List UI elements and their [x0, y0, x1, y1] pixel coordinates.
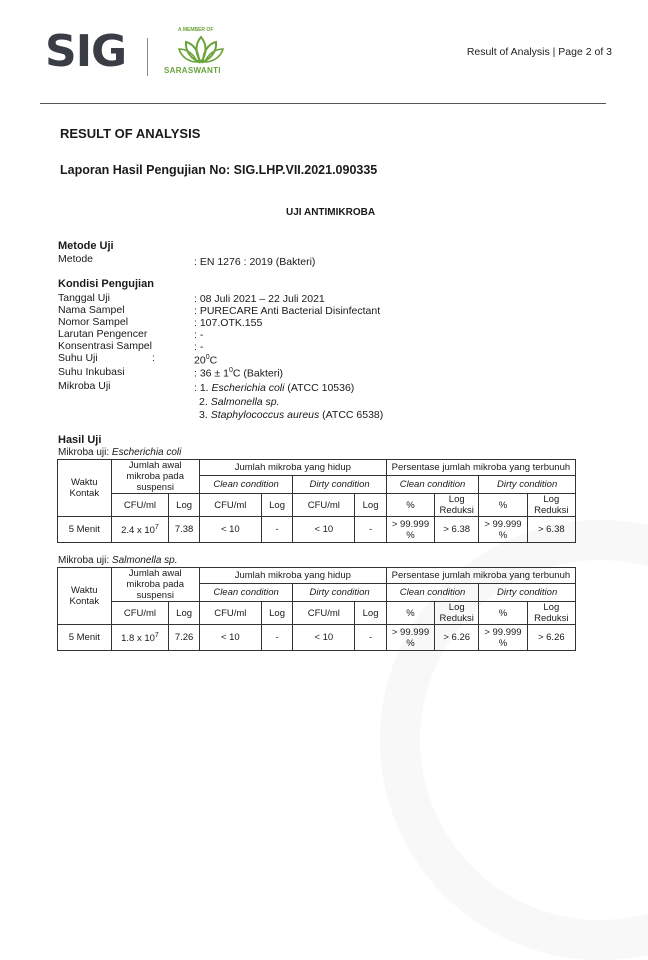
- col-log-reduksi: Log Reduksi: [435, 602, 479, 625]
- col-log: Log: [355, 494, 387, 517]
- col-log-reduksi: Log Reduksi: [527, 494, 575, 517]
- kondisi-heading: Kondisi Pengujian: [58, 278, 154, 290]
- cell-dirty-log: -: [355, 625, 387, 651]
- sig-logo: SIG: [45, 26, 127, 77]
- cell-clean-logred: > 6.38: [435, 517, 479, 543]
- col-dirty-condition: Dirty condition: [479, 475, 576, 493]
- col-jumlah-awal: Jumlah awal mikroba pada suspensi: [111, 568, 199, 602]
- col-dirty-condition: Dirty condition: [479, 584, 576, 602]
- logo-divider: [147, 38, 148, 76]
- cell-clean-log: -: [261, 517, 293, 543]
- cell-clean-pct: > 99.999 %: [386, 517, 434, 543]
- kondisi-value: : $36 \pm 1^0C$ (Bakteri): [194, 367, 284, 380]
- partner-name: SARASWANTI: [164, 66, 221, 75]
- cell-clean-log: -: [261, 625, 293, 651]
- col-cfu: CFU/ml: [293, 494, 355, 517]
- saraswanti-leaf-icon: [178, 34, 224, 64]
- col-dirty-condition: Dirty condition: [293, 584, 387, 602]
- degree-sup: 0: [205, 354, 210, 361]
- kondisi-label: Nomor Sampel: [58, 316, 129, 328]
- microbe-2: 2. Salmonella sp.: [199, 396, 280, 408]
- col-jumlah-awal: Jumlah awal mikroba pada suspensi: [111, 460, 199, 494]
- col-log-reduksi: Log Reduksi: [527, 602, 575, 625]
- cell-dirty-logred: > 6.26: [527, 625, 575, 651]
- table-row: [58, 625, 576, 651]
- cell-clean-logred: > 6.26: [435, 625, 479, 651]
- kondisi-label: Larutan Pengencer: [58, 328, 148, 340]
- col-pct: %: [479, 494, 527, 517]
- cell-clean-cfu: < 10: [199, 625, 261, 651]
- col-pct: %: [479, 602, 527, 625]
- col-pct: %: [386, 494, 434, 517]
- col-waktu-kontak: Waktu Kontak: [58, 568, 112, 625]
- kondisi-value: : 08 Juli 2021 – 22 Juli 2021: [194, 293, 325, 305]
- kondisi-label: Konsentrasi Sampel: [58, 340, 152, 352]
- cell-dirty-pct: > 99.999 %: [479, 625, 527, 651]
- kondisi-label: Tanggal Uji: [58, 292, 110, 304]
- cell-dirty-logred: > 6.38: [527, 517, 575, 543]
- col-clean-condition: Clean condition: [199, 584, 293, 602]
- col-log-reduksi: Log Reduksi: [435, 494, 479, 517]
- col-persentase: Persentase jumlah mikroba yang terbunuh: [386, 568, 575, 584]
- col-cfu: CFU/ml: [199, 602, 261, 625]
- kondisi-label: Nama Sampel: [58, 304, 125, 316]
- col-cfu: CFU/ml: [111, 602, 169, 625]
- microbe-1: : 1. Escherichia coli (ATCC 10536): [194, 382, 355, 394]
- kondisi-value: : -: [194, 341, 204, 353]
- hasil-heading: Hasil Uji: [58, 434, 102, 446]
- microbe-3: 3. Staphylococcus aureus (ATCC 6538): [199, 409, 384, 421]
- col-clean-condition: Clean condition: [386, 475, 478, 493]
- col-log: Log: [261, 602, 293, 625]
- kondisi-label: Suhu Inkubasi: [58, 366, 125, 378]
- metode-heading: Metode Uji: [58, 240, 114, 252]
- cell-waktu: 5 Menit: [58, 517, 112, 543]
- page-title: RESULT OF ANALYSIS: [60, 126, 201, 141]
- col-log: Log: [169, 494, 199, 517]
- header-divider: [40, 103, 606, 104]
- col-log: Log: [261, 494, 293, 517]
- cell-waktu: 5 Menit: [58, 625, 112, 651]
- cell-dirty-cfu: < 10: [293, 517, 355, 543]
- suhu-uji-colon: :: [152, 352, 155, 364]
- kondisi-value: : -: [194, 329, 204, 341]
- partner-member-text: A MEMBER OF: [178, 27, 214, 33]
- metode-label: Metode: [58, 253, 94, 265]
- cell-log-awal: 7.26: [169, 625, 199, 651]
- metode-value: : EN 1276 : 2019 (Bakteri): [194, 256, 316, 268]
- kondisi-value: : 107.OTK.155: [194, 317, 263, 329]
- cell-dirty-pct: > 99.999 %: [479, 517, 527, 543]
- col-waktu-kontak: Waktu Kontak: [58, 460, 112, 517]
- cell-clean-pct: > 99.999 %: [386, 625, 434, 651]
- col-cfu: CFU/ml: [199, 494, 261, 517]
- report-number: Laporan Hasil Pengujian No: SIG.LHP.VII.2021.090335: [60, 163, 378, 177]
- results-table-ecoli: [57, 459, 576, 543]
- cell-dirty-log: -: [355, 517, 387, 543]
- table-caption: Mikroba uji: Salmonella sp.: [58, 555, 178, 566]
- cell-clean-cfu: < 10: [199, 517, 261, 543]
- col-cfu: CFU/ml: [293, 602, 355, 625]
- col-jumlah-hidup: Jumlah mikroba yang hidup: [199, 460, 386, 476]
- table-caption: Mikroba uji: Escherichia coli: [58, 447, 182, 458]
- cell-cfu-awal: 1.8 x $10^7$: [111, 625, 169, 651]
- test-subtitle: UJI ANTIMIKROBA: [286, 207, 376, 218]
- col-clean-condition: Clean condition: [199, 475, 293, 493]
- col-jumlah-hidup: Jumlah mikroba yang hidup: [199, 568, 386, 584]
- degree-sup: 0: [228, 367, 233, 374]
- col-clean-condition: Clean condition: [386, 584, 478, 602]
- table-row: [58, 517, 576, 543]
- col-cfu: CFU/ml: [111, 494, 169, 517]
- col-dirty-condition: Dirty condition: [293, 475, 387, 493]
- kondisi-value: $20^0C$: [194, 354, 218, 367]
- col-log: Log: [169, 602, 199, 625]
- cell-cfu-awal: 2.4 x $10^7$: [111, 517, 169, 543]
- kondisi-label: Suhu Uji: [58, 352, 98, 364]
- col-persentase: Persentase jumlah mikroba yang terbunuh: [386, 460, 575, 476]
- col-pct: %: [386, 602, 434, 625]
- cell-dirty-cfu: < 10: [293, 625, 355, 651]
- kondisi-label: Mikroba Uji: [58, 380, 111, 392]
- results-table-salmonella: [57, 567, 576, 651]
- kondisi-value: : PURECARE Anti Bacterial Disinfectant: [194, 305, 381, 317]
- cell-log-awal: 7.38: [169, 517, 199, 543]
- col-log: Log: [355, 602, 387, 625]
- page-info: Result of Analysis | Page 2 of 3: [466, 46, 612, 58]
